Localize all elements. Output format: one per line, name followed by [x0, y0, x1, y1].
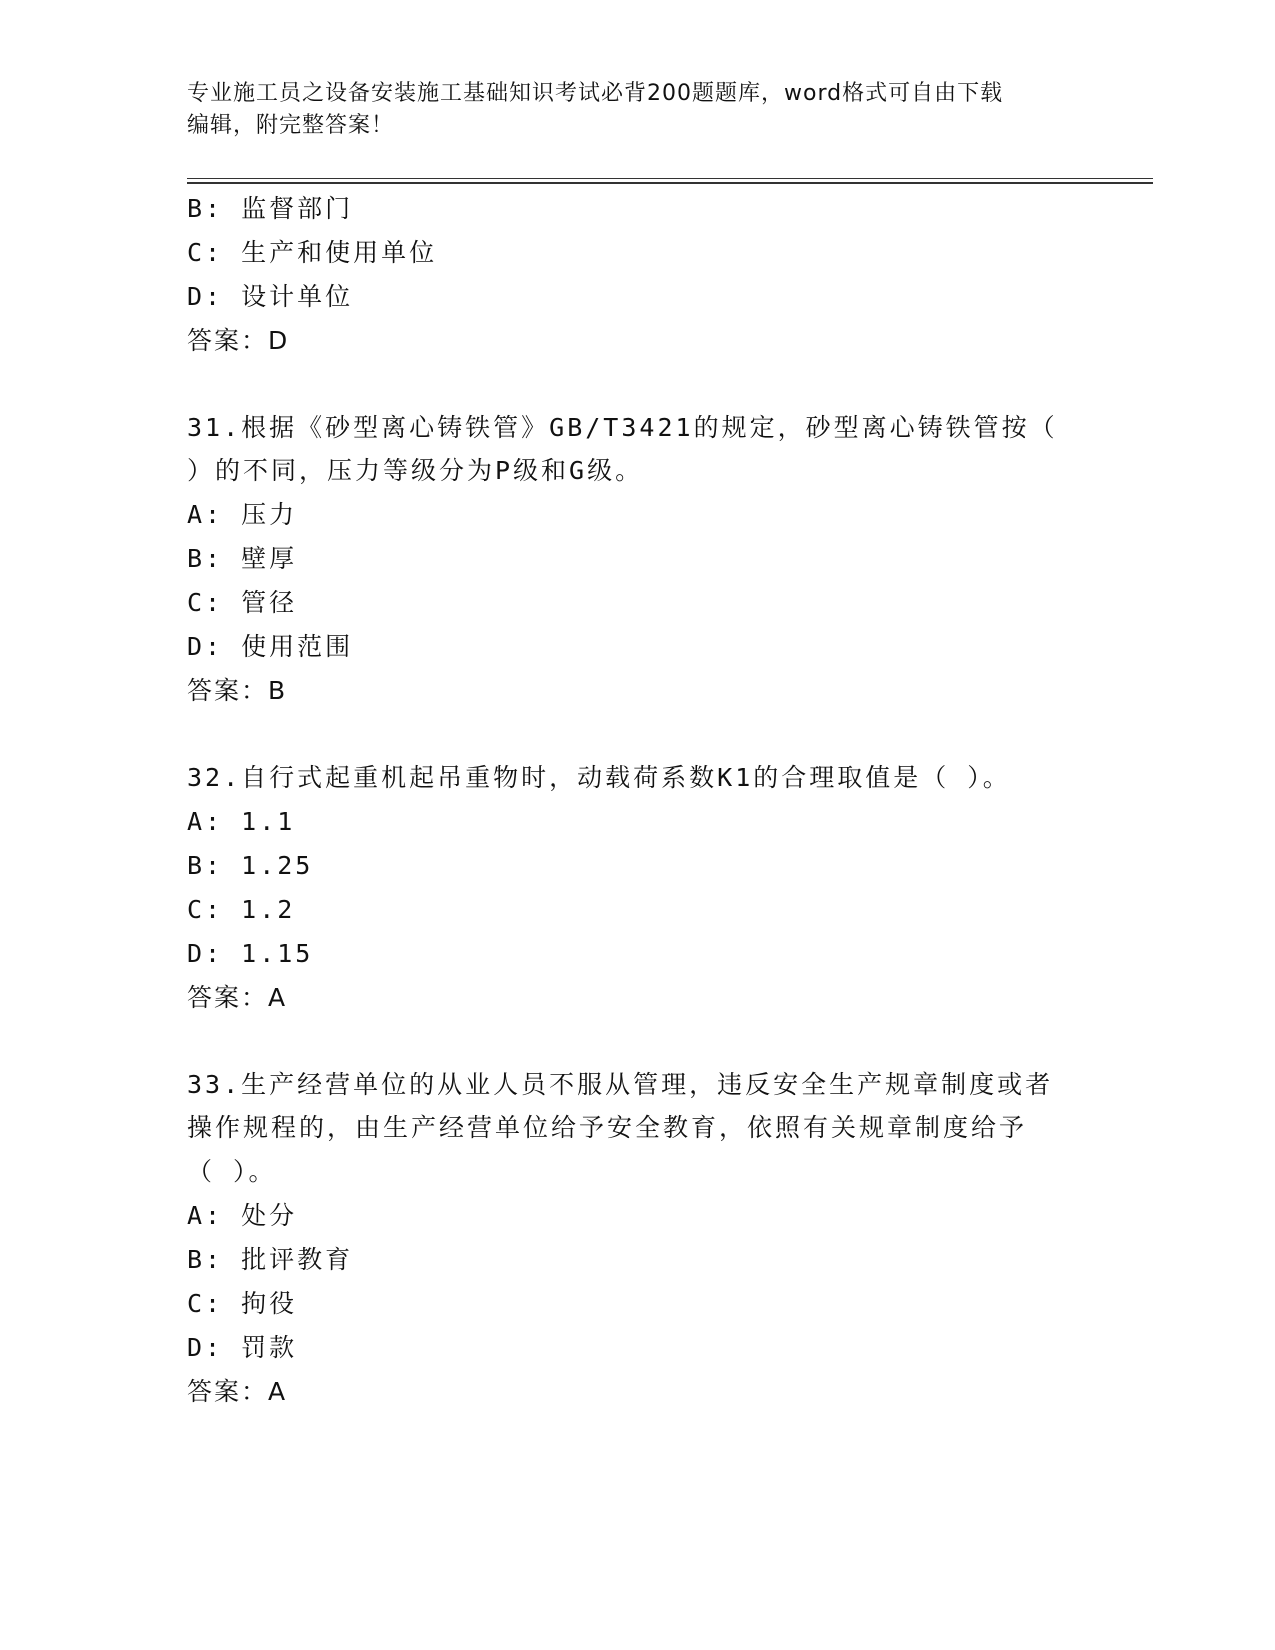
header-divider-thick — [187, 182, 1153, 184]
q33-stem-line-1: 33.生产经营单位的从业人员不服从管理，违反安全生产规章制度或者 — [187, 1070, 1054, 1099]
q31-stem-line-1: 31.根据《砂型离心铸铁管》GB/T3421的规定，砂型离心铸铁管按（ — [187, 413, 1058, 442]
q31-stem-line-2: ）的不同，压力等级分为P级和G级。 — [187, 456, 644, 485]
q33-answer: 答案：A — [187, 1377, 288, 1406]
q33-option-c: C: 拘役 — [187, 1289, 298, 1318]
q32-option-b: B: 1.25 — [187, 851, 314, 880]
q31-option-a: A: 压力 — [187, 500, 298, 529]
q33-option-d: D: 罚款 — [187, 1333, 298, 1362]
prev-option-d: D: 设计单位 — [187, 282, 354, 311]
prev-option-c: C: 生产和使用单位 — [187, 238, 438, 267]
header-title-line-1: 专业施工员之设备安装施工基础知识考试必背200题题库，word格式可自由下载 — [187, 81, 1004, 106]
q31-option-c: C: 管径 — [187, 588, 298, 617]
header-title-line-2: 编辑，附完整答案！ — [187, 113, 395, 138]
q32-stem-line-1: 32.自行式起重机起吊重物时，动载荷系数K1的合理取值是（ ）。 — [187, 763, 1011, 792]
q32-option-c: C: 1.2 — [187, 895, 296, 924]
q32-option-d: D: 1.15 — [187, 939, 314, 968]
q31-option-b: B: 壁厚 — [187, 544, 298, 573]
q32-option-a: A: 1.1 — [187, 807, 296, 836]
prev-option-b: B: 监督部门 — [187, 194, 354, 223]
q33-stem-line-3: （ ）。 — [187, 1157, 277, 1186]
q31-option-d: D: 使用范围 — [187, 632, 354, 661]
prev-answer: 答案：D — [187, 326, 290, 355]
q33-stem-line-2: 操作规程的，由生产经营单位给予安全教育，依照有关规章制度给予 — [187, 1113, 1028, 1142]
q33-option-a: A: 处分 — [187, 1201, 298, 1230]
q32-answer: 答案：A — [187, 983, 288, 1012]
q33-option-b: B: 批评教育 — [187, 1245, 354, 1274]
q31-answer: 答案：B — [187, 676, 288, 705]
header-divider-thin — [187, 178, 1153, 179]
